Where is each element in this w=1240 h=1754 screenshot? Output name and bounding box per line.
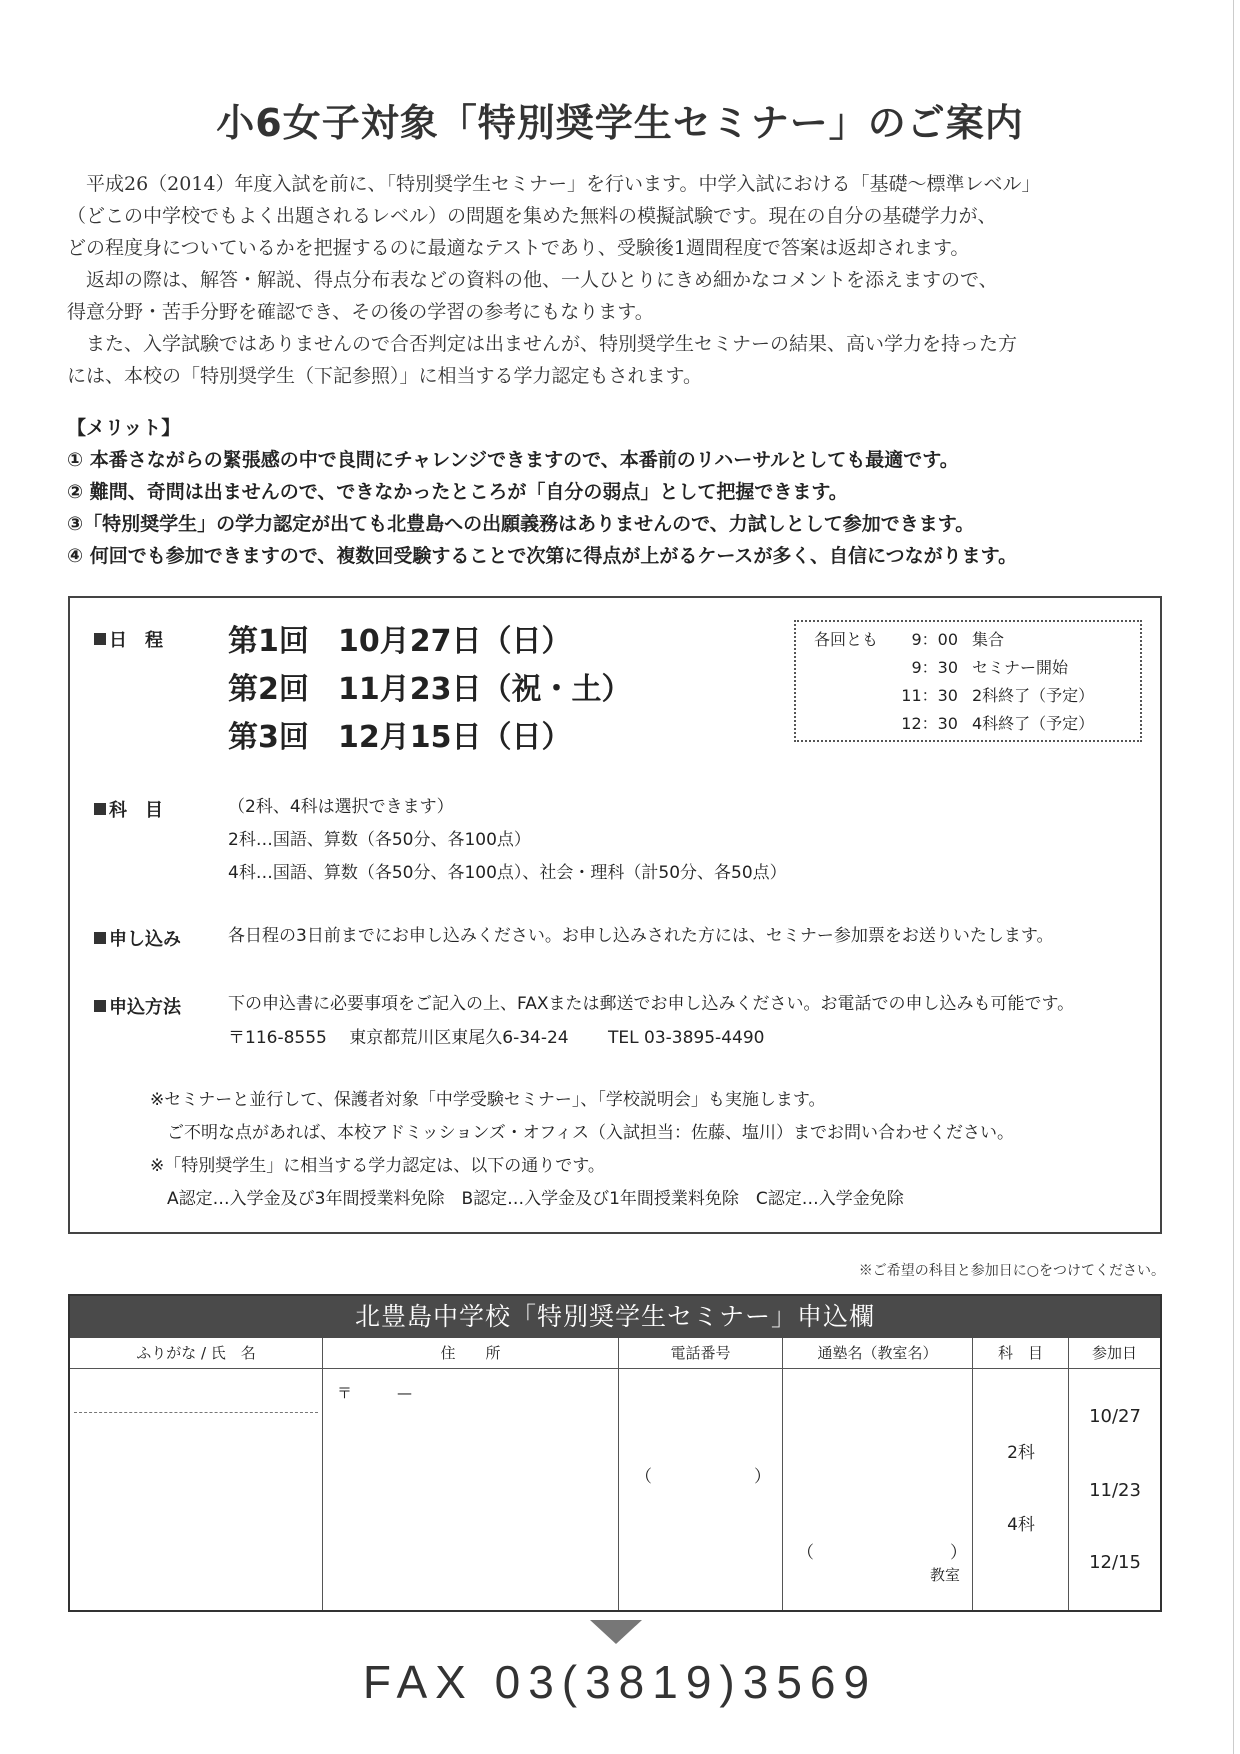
note-line: ※「特別奨学生」に相当する学力認定は、以下の通りです。 — [150, 1156, 605, 1176]
time-value: 9：30 — [911, 658, 958, 677]
bullet-square-icon — [94, 932, 106, 944]
postal-code: 〒116-8555 — [228, 1028, 327, 1048]
page-title: 小6女子対象「特別奨学生セミナー」のご案内 — [216, 101, 1024, 145]
page-edge-line — [1233, 0, 1234, 1754]
name-column — [70, 1338, 322, 1610]
phone-column — [618, 1338, 782, 1610]
time-value: 9：00 — [911, 630, 958, 649]
form-title: 北豊島中学校「特別奨学生セミナー」申込欄 — [70, 1296, 1160, 1338]
intro-line: には、本校の「特別奨学生（下記参照）」に相当する学力認定もされます。 — [67, 365, 702, 387]
seminar-info-box — [68, 596, 1162, 1234]
subject-option-2[interactable]: 2科 — [1007, 1443, 1035, 1463]
bullet-square-icon — [94, 633, 106, 645]
merit-item: ② 難問、奇問は出ませんので、できなかったところが「自分の弱点」として把握できます。 — [67, 481, 848, 503]
phone-field[interactable] — [619, 1369, 783, 1609]
date-column — [1068, 1338, 1160, 1610]
time-event: 4科終了（予定） — [972, 714, 1095, 733]
subject-line: 4科…国語、算数（各50分、各100点）、社会・理科（計50分、各50点） — [228, 863, 787, 883]
method-text: 下の申込書に必要事項をご記入の上、FAXまたは郵送でお申し込みください。お電話での申し込みも可能です。 — [228, 994, 1075, 1014]
column-header: 通塾名（教室名） — [783, 1338, 972, 1369]
merits-heading: 【メリット】 — [67, 417, 181, 439]
address-field[interactable] — [323, 1369, 619, 1609]
date-option[interactable]: 10/27 — [1089, 1406, 1141, 1427]
time-event: 集合 — [972, 630, 1005, 649]
form-table — [70, 1338, 1160, 1610]
round-row: 第1回 10月27日（日） — [228, 624, 572, 659]
phone-paren: （ ） — [635, 1467, 771, 1487]
form-instruction: ※ご希望の科目と参加日に○をつけてください。 — [858, 1263, 1165, 1279]
notes — [150, 1084, 1014, 1216]
schedule-dates — [228, 618, 632, 762]
subjects-label: 科 目 — [94, 796, 163, 822]
date-option[interactable]: 12/15 — [1089, 1552, 1141, 1573]
times-prefix: 各回とも — [814, 630, 879, 649]
column-header: 科 目 — [973, 1338, 1068, 1369]
merit-item: ③「特別奨学生」の学力認定が出ても北豊島への出願義務はありませんので、力試しとして参加できます。 — [67, 513, 975, 535]
note-line: A認定…入学金及び3年間授業料免除 B認定…入学金及び1年間授業料免除 C認定…入学金免除 — [150, 1189, 904, 1209]
subjects-lines — [228, 791, 787, 890]
name-field[interactable] — [70, 1369, 322, 1609]
school-column — [782, 1338, 972, 1610]
time-value: 11：30 — [901, 686, 958, 705]
column-header: 電話番号 — [619, 1338, 782, 1369]
bullet-square-icon — [94, 803, 106, 815]
school-suffix: 教室 — [929, 1566, 960, 1584]
round-row: 第3回 12月15日（日） — [228, 720, 572, 755]
merit-item: ① 本番さながらの緊張感の中で良問にチャレンジできますので、本番前のリハーサルとしても最適です。 — [67, 449, 959, 471]
down-arrow-icon — [590, 1620, 642, 1644]
fax-number: FAX 03(3819)3569 — [362, 1656, 878, 1708]
merits-section — [67, 412, 1167, 572]
address: 東京都荒川区東尾久6-34-24 — [349, 1028, 569, 1048]
subject-line: （2科、4科は選択できます） — [228, 797, 454, 817]
time-event: 2科終了（予定） — [972, 686, 1095, 705]
date-option[interactable]: 11/23 — [1089, 1480, 1141, 1501]
intro-line: 返却の際は、解答・解説、得点分布表などの資料の他、一人ひとりにきめ細かなコメントを添えますので、 — [86, 269, 998, 291]
address-column — [322, 1338, 618, 1610]
application-form — [68, 1294, 1162, 1612]
time-value: 12：30 — [901, 714, 958, 733]
school-field[interactable] — [783, 1369, 973, 1609]
intro-line: 平成26（2014）年度入試を前に、「特別奨学生セミナー」を行います。中学入試における「基礎～標準レベル」 — [86, 173, 1041, 195]
school-paren: （ ） — [797, 1543, 967, 1563]
contact-line — [228, 1022, 764, 1055]
application-text: 各日程の3日前までにお申し込みください。お申し込みされた方には、セミナー参加票をお送りいたします。 — [228, 926, 1054, 946]
intro-line: どの程度身についているかを把握するのに最適なテストであり、受験後1週間程度で答案は返却されます。 — [67, 237, 970, 259]
subject-option-4[interactable]: 4科 — [1007, 1515, 1035, 1535]
intro-line: また、入学試験ではありませんので合否判定は出ませんが、特別奨学生セミナーの結果、高い学力を持った方 — [86, 333, 1018, 355]
merit-item: ④ 何回でも参加できますので、複数回受験することで次第に得点が上がるケースが多く、自信につながります。 — [67, 545, 1018, 567]
note-line: ご不明な点があれば、本校アドミッションズ・オフィス（入試担当：佐藤、塩川）までお問い合わせください。 — [150, 1123, 1014, 1143]
column-header: ふりがな / 氏 名 — [70, 1338, 322, 1369]
round-row: 第2回 11月23日（祝・土） — [228, 672, 632, 707]
bullet-square-icon — [94, 1000, 106, 1012]
application-label: 申し込み — [94, 925, 181, 951]
postal-mark: 〒 — — [337, 1384, 413, 1402]
telephone: TEL 03-3895-4490 — [608, 1028, 765, 1048]
schedule-label: 日 程 — [94, 626, 163, 652]
intro-text — [67, 168, 1167, 392]
method-label: 申込方法 — [94, 993, 181, 1019]
time-event: セミナー開始 — [972, 658, 1069, 677]
intro-line: 得意分野・苦手分野を確認でき、その後の学習の参考にもなります。 — [67, 301, 654, 323]
intro-line: （どこの中学校でもよく出題されるレベル）の問題を集めた無料の模擬試験です。現在の自分の基礎学力が、 — [67, 205, 997, 227]
column-header: 参加日 — [1069, 1338, 1160, 1369]
column-header: 住 所 — [323, 1338, 618, 1369]
subject-column — [972, 1338, 1068, 1610]
note-line: ※セミナーと並行して、保護者対象「中学受験セミナー」、「学校説明会」も実施します。 — [150, 1090, 826, 1110]
subject-line: 2科…国語、算数（各50分、各100点） — [228, 830, 531, 850]
time-schedule-box — [794, 620, 1142, 742]
